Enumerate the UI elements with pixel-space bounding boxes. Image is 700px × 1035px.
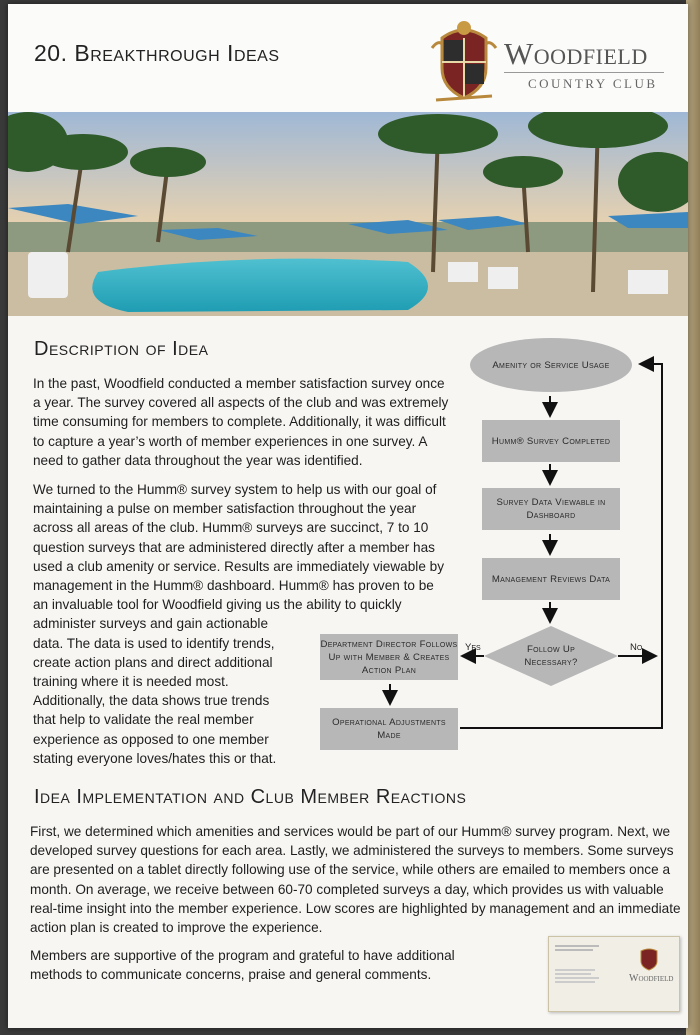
description-line: create action plans and direct additional [33,654,273,670]
flow-survey-completed: Humm® Survey Completed [482,420,620,462]
description-line: training where it is needed most. [33,674,229,690]
description-line: management in the Humm® dashboard. Humm® has proven to be [33,578,434,594]
description-text-1: In the past, Woodfield conducted a member satisfaction survey once a year. The survey covered all aspects of the club and was extremely time consuming for members to complete. Additionally, it was difficult to capture a year’s worth of member experiences in one survey. A need to gather data throughout the year was identified. [33,376,449,468]
implementation-paragraph-1 [30,822,682,937]
description-line: administer surveys and gain actionable [33,616,269,632]
description-line: We turned to the Humm® survey system to help us with our goal of [33,482,437,497]
implementation-paragraph-2 [30,946,460,984]
logo-subtitle: COUNTRY CLUB [528,76,658,91]
flow-management-reviews: Management Reviews Data [482,558,620,600]
logo-name: Woodfield [504,36,648,71]
description-line: used a club amenity or service. Results are immediately viewable by [33,558,445,574]
flow-follow-up: Follow Up Necessary? [524,644,578,668]
implementation-text-1: First, we determined which amenities and services would be part of our Humm® survey program. Next, we developed survey questions for each area. Lastly, we administered the surveys to members. Some surveys are presented on a tablet directly following use of the service, while others are emailed to members once a month. On average, we receive between 60-70 completed surveys a day, which provides us with valuable real-time insight into the member experience. Low scores are highlighted by management and an immediate action plan is created to improve the experience. [30,824,681,936]
description-line: stating everyone loves/hates this or that. [33,750,277,766]
description-heading: Description of Idea [34,338,209,360]
poster-board [8,4,688,1028]
description-line: that help to validate the real member [33,712,254,728]
description-line: maintaining a pulse on member satisfaction throughout the year [33,501,417,517]
implementation-heading: Idea Implementation and Club Member Reactions [34,786,467,808]
description-line: experience as opposed to one member [33,731,269,747]
flow-director-follow-up: Department Director Follows Up with Member & Creates Action Plan [320,634,458,680]
description-line: Additionally, the data shows true trends [33,693,270,709]
card-logo: Woodfield [629,973,674,984]
card-contact-text [555,943,615,985]
flow-operational-adjustments: Operational Adjustments Made [320,708,458,750]
poster-title: 20. Breakthrough Ideas [34,40,280,66]
description-line: question surveys that are administered directly after a member has [33,539,435,555]
flow-yes-label: Yes [465,642,481,653]
card-crest-icon [639,947,659,971]
description-line: across all areas of the club. Humm® surveys are succinct, 7 to 10 [33,520,429,536]
flow-no-label: No [630,642,643,653]
flow-survey-dashboard: Survey Data Viewable in Dashboard [482,488,620,530]
business-card [548,936,680,1012]
easel-edge [686,0,700,1035]
description-line: an invaluable tool for Woodfield giving us the ability to quickly [33,597,402,613]
description-line: data. The data is used to identify trends, [33,635,275,651]
implementation-text-2: Members are supportive of the program and grateful to have additional methods to communicate concerns, praise and general comments. [30,948,455,983]
flow-amenity-usage: Amenity or Service Usage [470,338,632,392]
